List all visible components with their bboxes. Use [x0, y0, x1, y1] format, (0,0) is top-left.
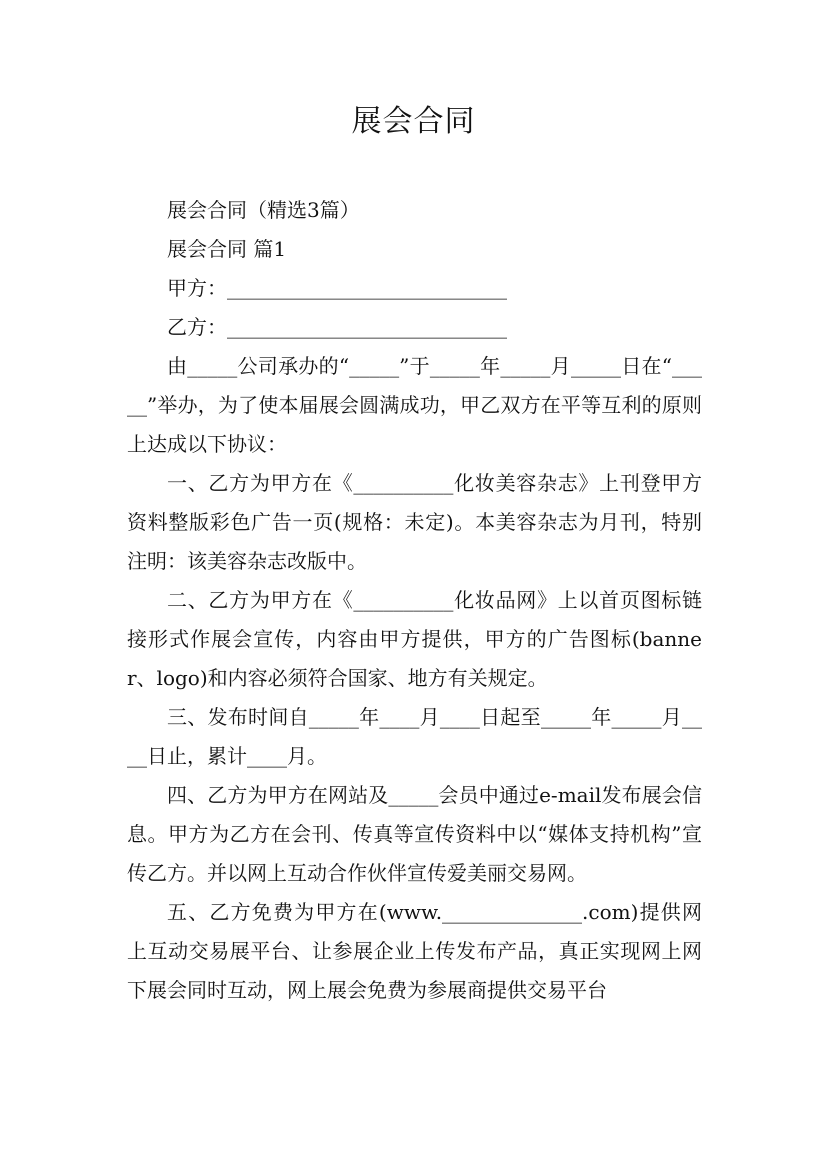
paragraph-subtitle: 展会合同（精选3篇） — [167, 198, 360, 222]
paragraph-party-a: 甲方：____________________________ — [167, 276, 507, 300]
paragraph-party-b: 乙方：____________________________ — [167, 315, 507, 339]
paragraph-section-heading: 展会合同 篇1 — [167, 237, 287, 261]
paragraph-clause-5: 五、乙方免费为甲方在(www.______________.com)提供网上互动交易展平台、让参展企业上传发布产品，真正实现网上网下展会同时互动，网上展会免费为参展商提供交易平台 — [127, 900, 702, 1002]
paragraph-clause-1: 一、乙方为甲方在《__________化妆美容杂志》上刊登甲方资料整版彩色广告一页(规格：未定)。本美容杂志为月刊，特别注明：该美容杂志改版中。 — [127, 471, 702, 573]
paragraph-clause-4: 四、乙方为甲方在网站及_____会员中通过e-mail发布展会信息。甲方为乙方在会刊、传真等宣传资料中以“媒体支持机构”宣传乙方。并以网上互动合作伙伴宣传爱美丽交易网。 — [127, 783, 702, 885]
paragraph-clause-2: 二、乙方为甲方在《__________化妆品网》上以首页图标链接形式作展会宣传，内容由甲方提供，甲方的广告图标(banner、logo)和内容必须符合国家、地方有关规定。 — [127, 588, 702, 690]
document-body — [127, 191, 702, 1010]
paragraph-preamble: 由_____公司承办的“_____”于_____年_____月_____日在“_____”举办，为了使本届展会圆满成功，甲乙双方在平等互利的原则上达成以下协议： — [127, 354, 702, 456]
paragraph-clause-3: 三、发布时间自_____年____月____日起至_____年_____月____日止，累计____月。 — [127, 705, 702, 768]
document-title: 展会合同 — [351, 104, 476, 139]
